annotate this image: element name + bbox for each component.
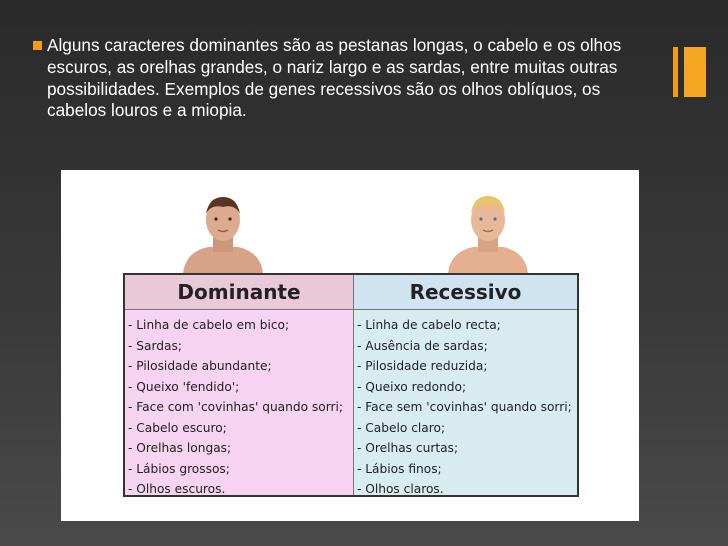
dominant-item: - Lábios grossos; (128, 461, 230, 476)
recessive-item: - Orelhas curtas; (357, 441, 459, 455)
traits-table (123, 273, 579, 497)
dominant-person-image (173, 192, 273, 274)
recessive-item: - Cabelo claro; (357, 420, 446, 435)
recessive-list (354, 310, 577, 500)
recessive-item: - Linha de cabelo recta; (357, 318, 501, 332)
traits-figure (61, 170, 639, 521)
dominant-item: - Sardas; (128, 338, 182, 353)
dominant-item: - Face com 'covinhas' quando sorri; (128, 400, 344, 414)
accent-bar-thick (684, 47, 706, 97)
dominant-list (125, 310, 353, 500)
dominant-item: - Pilosidade abundante; (128, 359, 272, 373)
recessive-item: - Face sem 'covinhas' quando sorri; (357, 400, 572, 414)
bullet-text: Alguns caracteres dominantes são as pestanas longas, o cabelo e os olhos escuros, as orelhas grandes, o nariz largo e as sardas, entre muitas outras possibilidades. Exemplos de genes recessivos são os olhos oblíquos, os cabelos louros e a miopia. (47, 35, 622, 121)
recessive-item: - Lábios finos; (357, 461, 442, 476)
dominant-column (125, 275, 354, 495)
recessive-item: - Ausência de sardas; (357, 338, 488, 353)
recessive-item: - Olhos claros. (357, 482, 444, 496)
recessive-item: - Queixo redondo; (357, 379, 467, 394)
bullet-square-icon (33, 41, 42, 50)
recessive-item: - Pilosidade reduzida; (357, 359, 488, 373)
dominant-item: - Olhos escuros. (128, 482, 226, 496)
bullet-item (33, 35, 623, 122)
dominant-item: - Orelhas longas; (128, 441, 232, 455)
dominant-header: Dominante (125, 275, 353, 310)
accent-bar-thin (673, 47, 678, 97)
recessive-column (354, 275, 577, 495)
recessive-header: Recessivo (354, 275, 577, 310)
dominant-item: - Queixo 'fendido'; (128, 379, 240, 394)
dominant-item: - Cabelo escuro; (128, 420, 227, 435)
dominant-item: - Linha de cabelo em bico; (128, 318, 290, 332)
recessive-person-image (438, 192, 538, 274)
